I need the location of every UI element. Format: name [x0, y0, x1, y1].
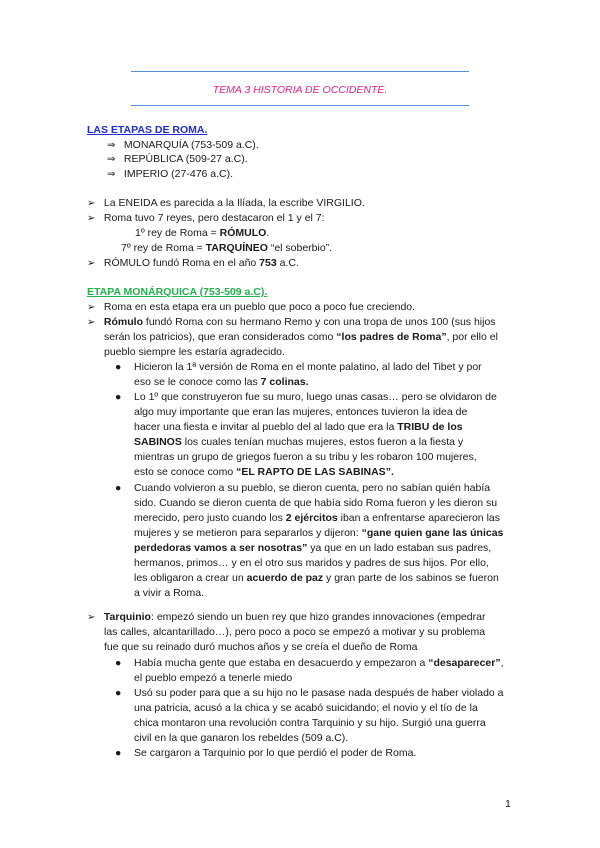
list-item: ⇒ IMPERIO (27-476 a.C). [107, 168, 234, 180]
double-arrow-icon: ⇒ [107, 169, 116, 180]
section-heading-monarquica: ETAPA MONÁRQUICA (753-509 a.C). [87, 286, 268, 298]
paragraph-line: pueblo siempre les estaría agradecido. [104, 346, 285, 358]
arrowhead-icon: ➢ [87, 317, 96, 328]
paragraph-line: Usó su poder para que a su hijo no le pasase nada después de haber violado a [134, 687, 504, 699]
title-divider [131, 105, 469, 106]
list-item: ➢ Tarquinio: empezó siendo un buen rey que hizo grandes innovaciones (empedrar [87, 611, 486, 623]
page-number: 1 [505, 798, 511, 810]
list-item: ⇒ REPÚBLICA (509-27 a.C). [107, 153, 248, 165]
paragraph-line: esto se conoce como “EL RAPTO DE LAS SABINAS”. [134, 466, 394, 478]
bullet-icon: ● [115, 747, 122, 759]
double-arrow-icon: ⇒ [107, 154, 116, 165]
arrowhead-icon: ➢ [87, 198, 96, 209]
paragraph-line: les obligaron a crear un acuerdo de paz y gran parte de los sabinos se fueron [134, 572, 499, 584]
list-item: ➢ RÓMULO fundó Roma en el año 753 a.C. [87, 257, 299, 269]
bullet-icon: ● [115, 361, 122, 373]
list-item: ➢ Roma tuvo 7 reyes, pero destacaron el 1 y el 7: [87, 212, 325, 224]
rey-line: 7º rey de Roma = TARQUÍNEO “el soberbio”. [121, 242, 333, 254]
paragraph-line: las calles, alcantarillado…), pero poco a poco se empezó a motivar y su problema [104, 626, 486, 638]
paragraph-line: eso se le conoce como las 7 colinas. [134, 376, 309, 388]
arrowhead-icon: ➢ [87, 213, 96, 224]
paragraph-line: civil en la que ganaron los rebeldes (509 a.C). [134, 732, 349, 744]
paragraph-line: perdedoras vamos a ser nosotras” ya que en un lado estaban sus padres, [134, 542, 492, 554]
bullet-icon: ● [115, 391, 122, 403]
double-arrow-icon: ⇒ [107, 140, 116, 151]
arrowhead-icon: ➢ [87, 258, 96, 269]
paragraph-line: Se cargaron a Tarquinio por lo que perdió el poder de Roma. [134, 747, 417, 759]
paragraph-line: hermanos, primos… y en el otro sus maridos y padres de sus hijos. Por ello, [134, 557, 489, 569]
paragraph-line: chica montaron una revolución contra Tarquinio y su hijo. Surgió una guerra [134, 717, 486, 729]
bullet-icon: ● [115, 657, 122, 669]
paragraph-line: el pueblo empezó a tenerle miedo [134, 672, 293, 684]
rey-line: 1º rey de Roma = RÓMULO. [135, 227, 270, 239]
paragraph-line: mientras un grupo de griegos fueron a su tribu y les robaron 100 mujeres, [134, 451, 477, 463]
paragraph-line: sido. Cuando se dieron cuenta de que había sido Roma fueron y les dieron su [134, 497, 498, 509]
paragraph-line: algo muy importante que eran las mujeres, entonces tuvieron la idea de [134, 406, 468, 418]
paragraph-line: Había mucha gente que estaba en desacuerdo y empezaron a “desaparecer”, [134, 657, 504, 669]
bullet-icon: ● [115, 687, 122, 699]
paragraph-line: Lo 1º que construyeron fue su muro, luego unas casas… pero se olvidaron de [134, 391, 497, 403]
paragraph-line: merecido, pero justo cuando los 2 ejércitos iban a enfrentarse aparecieron las [134, 512, 500, 524]
section-heading-etapas: LAS ETAPAS DE ROMA. [87, 124, 208, 136]
paragraph-line: mujeres y se metieron para separarlos y dijeron: “gane quien gane las únicas [134, 527, 504, 539]
document-title: TEMA 3 HISTORIA DE OCCIDENTE. [212, 84, 388, 96]
paragraph-line: Cuando volvieron a su pueblo, se dieron cuenta, pero no sabían quién había [134, 482, 491, 494]
paragraph-line: serán los patricios), que eran considerados como “los padres de Roma”, por ello el [104, 331, 498, 343]
arrowhead-icon: ➢ [87, 302, 96, 313]
paragraph-line: Hicieron la 1ª versión de Roma en el monte palatino, al lado del Tibet y por [134, 361, 482, 373]
bullet-icon: ● [115, 482, 122, 494]
top-divider [131, 71, 469, 72]
list-item: ➢ Roma en esta etapa era un pueblo que poco a poco fue creciendo. [87, 301, 416, 313]
list-item: ➢ Rómulo fundó Roma con su hermano Remo y con una tropa de unos 100 (sus hijos [87, 316, 496, 328]
paragraph-line: hacer una fiesta e invitar al pueblo del al lado que era la TRIBU de los [134, 421, 463, 433]
list-item: ➢ La ENEIDA es parecida a la Ilíada, la escribe VIRGILIO. [87, 197, 365, 209]
list-item: ⇒ MONARQUÍA (753-509 a.C). [107, 139, 259, 151]
paragraph-line: a vivir a Roma. [134, 587, 205, 599]
paragraph-line: fue que su reinado duró muchos años y se creía el dueño de Roma [104, 641, 418, 653]
arrowhead-icon: ➢ [87, 612, 96, 623]
paragraph-line: una patricia, acusó a la chica y se acabó suicidando; el novio y el tío de la [134, 702, 478, 714]
paragraph-line: SABINOS los cuales tenían muchas mujeres, estos fueron a la fiesta y [134, 436, 464, 448]
